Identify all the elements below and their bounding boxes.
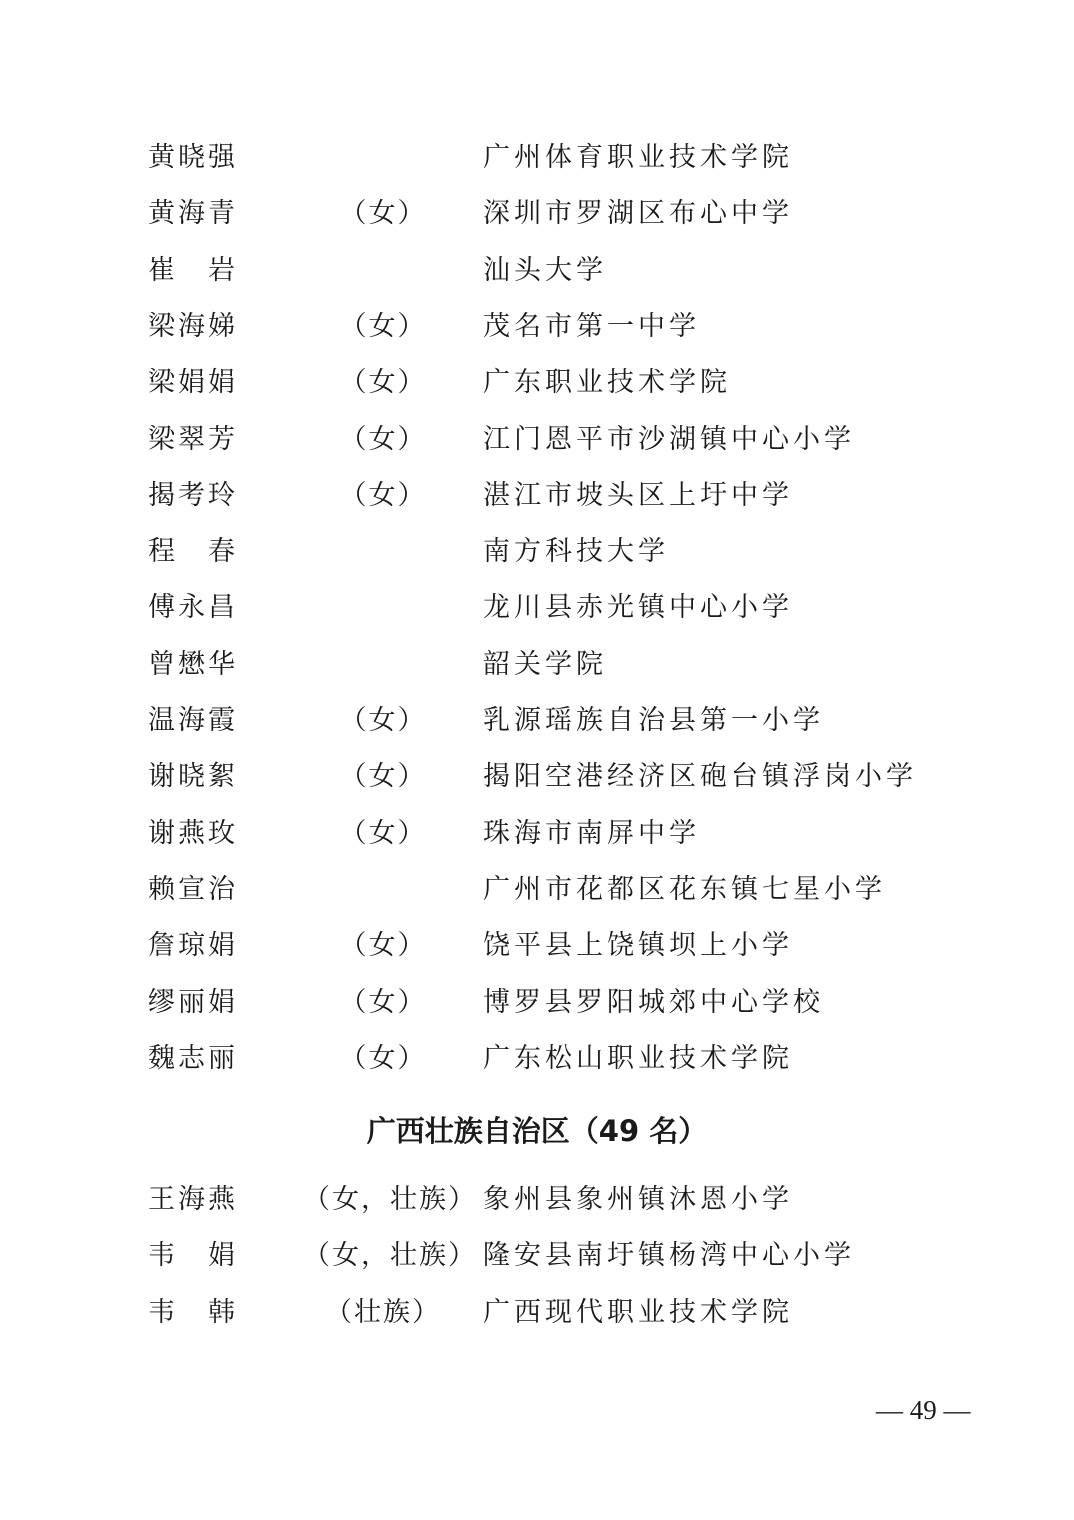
entry-org: 韶关学院 bbox=[483, 648, 607, 680]
entry-org: 博罗县罗阳城郊中心学校 bbox=[483, 986, 824, 1018]
entry-org: 龙川县赤光镇中心小学 bbox=[483, 592, 793, 624]
entry-note: （女） bbox=[339, 761, 427, 793]
entry-note: （女，壮族） bbox=[303, 1240, 477, 1272]
entry-row bbox=[0, 870, 1074, 910]
entry-name: 曾懋华 bbox=[148, 648, 238, 680]
entry-name: 魏志丽 bbox=[148, 1042, 238, 1074]
entry-row bbox=[0, 307, 1074, 347]
entry-row bbox=[0, 1236, 1074, 1276]
entry-row bbox=[0, 194, 1074, 234]
entry-note: （女） bbox=[339, 705, 427, 736]
entry-note: （女） bbox=[339, 423, 427, 455]
entry-note: （女） bbox=[339, 1042, 427, 1074]
section-title: 广西壮族自治区（49 名） bbox=[366, 1114, 708, 1148]
entry-org: 广西现代职业技术学院 bbox=[483, 1296, 793, 1328]
entry-org: 深圳市罗湖区布心中学 bbox=[483, 198, 793, 230]
entry-org: 饶平县上饶镇坝上小学 bbox=[483, 930, 793, 962]
entry-org: 广州市花都区花东镇七星小学 bbox=[483, 873, 886, 905]
entry-name: 傅永昌 bbox=[148, 592, 238, 624]
entry-name: 温海霞 bbox=[148, 705, 238, 736]
entry-row bbox=[0, 532, 1074, 572]
entry-org: 揭阳空港经济区砲台镇浮岗小学 bbox=[483, 761, 917, 793]
entry-row bbox=[0, 251, 1074, 291]
entry-org: 广州体育职业技术学院 bbox=[483, 142, 793, 173]
entry-row bbox=[0, 701, 1074, 741]
entry-row bbox=[0, 476, 1074, 516]
entry-note: （女，壮族） bbox=[303, 1184, 477, 1215]
entry-org: 珠海市南屏中学 bbox=[483, 817, 700, 849]
entry-name: 王海燕 bbox=[148, 1184, 238, 1215]
page-number: — 49 — bbox=[876, 1395, 971, 1425]
entry-name: 赖宣治 bbox=[148, 873, 238, 905]
entry-name: 程 春 bbox=[148, 536, 238, 568]
entry-note: （女） bbox=[339, 310, 427, 342]
entry-name: 缪丽娟 bbox=[148, 986, 238, 1018]
entry-row bbox=[0, 1039, 1074, 1079]
entry-org: 隆安县南圩镇杨湾中心小学 bbox=[483, 1240, 855, 1272]
entry-row bbox=[0, 757, 1074, 797]
entry-row bbox=[0, 983, 1074, 1023]
entry-org: 汕头大学 bbox=[483, 254, 607, 286]
entry-org: 南方科技大学 bbox=[483, 536, 669, 568]
entry-org: 茂名市第一中学 bbox=[483, 310, 700, 342]
entry-org: 广东职业技术学院 bbox=[483, 367, 731, 399]
entry-note: （女） bbox=[339, 367, 427, 399]
entry-note: （女） bbox=[339, 930, 427, 962]
entry-note: （女） bbox=[339, 986, 427, 1018]
entry-name: 崔 岩 bbox=[148, 254, 238, 286]
entry-row bbox=[0, 1180, 1074, 1220]
entry-org: 湛江市坡头区上圩中学 bbox=[483, 479, 793, 511]
entry-note: （女） bbox=[339, 198, 427, 230]
entry-org: 象州县象州镇沐恩小学 bbox=[483, 1184, 793, 1215]
entry-org: 江门恩平市沙湖镇中心小学 bbox=[483, 423, 855, 455]
entry-name: 梁娟娟 bbox=[148, 367, 238, 399]
entry-name: 梁翠芳 bbox=[148, 423, 238, 455]
entry-note: （壮族） bbox=[325, 1296, 441, 1328]
entry-name: 韦 韩 bbox=[148, 1296, 238, 1328]
entry-name: 黄海青 bbox=[148, 198, 238, 230]
entry-row bbox=[0, 138, 1074, 178]
entry-name: 谢晓絮 bbox=[148, 761, 238, 793]
entry-row bbox=[0, 926, 1074, 966]
entry-org: 广东松山职业技术学院 bbox=[483, 1042, 793, 1074]
entry-note: （女） bbox=[339, 817, 427, 849]
entry-name: 詹琼娟 bbox=[148, 930, 238, 962]
entry-name: 梁海娣 bbox=[148, 310, 238, 342]
entry-note: （女） bbox=[339, 479, 427, 511]
entry-name: 揭考玲 bbox=[148, 479, 238, 511]
entry-row bbox=[0, 363, 1074, 403]
entry-row bbox=[0, 814, 1074, 854]
entry-row bbox=[0, 588, 1074, 628]
entry-org: 乳源瑶族自治县第一小学 bbox=[483, 705, 824, 736]
entry-row bbox=[0, 645, 1074, 685]
entry-row bbox=[0, 420, 1074, 460]
entry-name: 谢燕玫 bbox=[148, 817, 238, 849]
entry-name: 黄晓强 bbox=[148, 142, 238, 173]
entry-row bbox=[0, 1293, 1074, 1333]
entry-name: 韦 娟 bbox=[148, 1240, 238, 1272]
